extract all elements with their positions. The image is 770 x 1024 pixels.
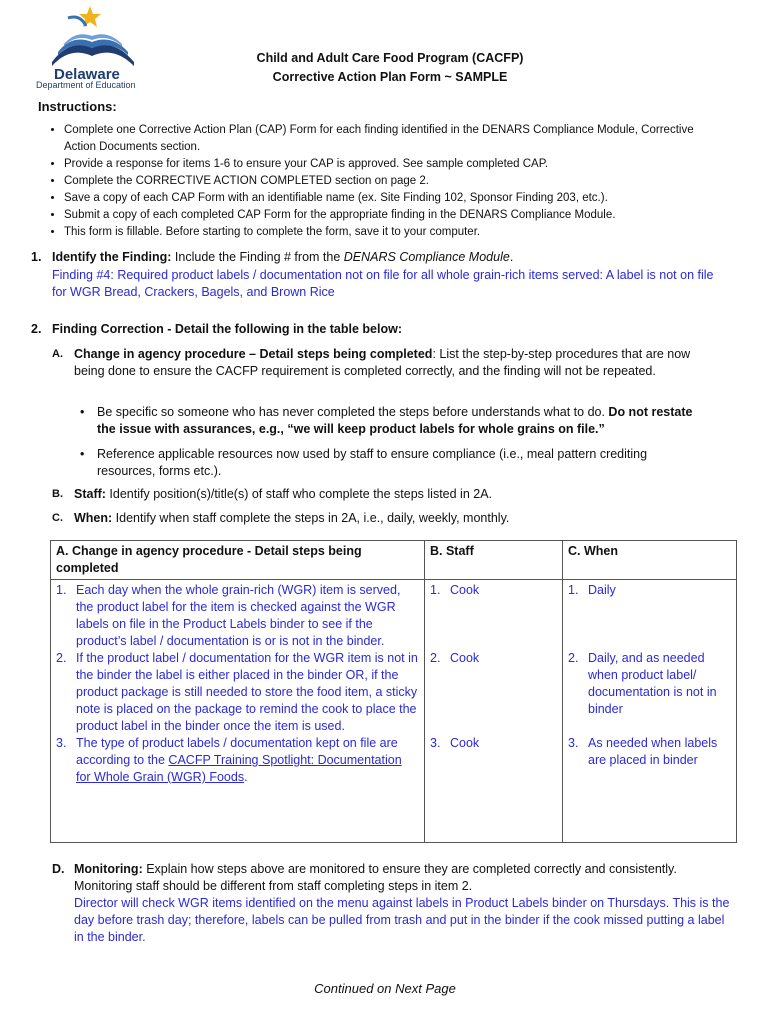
header-when: C. When <box>563 541 737 580</box>
item2-number: 2. <box>31 322 42 336</box>
staff-entry: 3. Cook <box>430 736 480 750</box>
item1-italic: DENARS Compliance Module <box>343 250 510 264</box>
procedure-cell[interactable] <box>51 580 425 843</box>
item2b-letter: B. <box>52 488 63 500</box>
item2d-letter: D. <box>52 862 65 876</box>
staff-cell[interactable] <box>425 580 563 843</box>
item2a-bullet2: Reference applicable resources now used by staff to ensure compliance (i.e., meal pattern crediting resources, forms etc.). <box>97 447 648 478</box>
staff-entry: 2. Cook <box>430 651 480 665</box>
staff-entry: 1. Cook <box>430 583 480 597</box>
item2c-desc: Identify when staff complete the steps in 2A, i.e., daily, weekly, monthly. <box>112 511 510 525</box>
bullet1-text: Be specific so someone who has never completed the steps before understands what to do. <box>97 405 609 419</box>
instructions-heading: Instructions: <box>38 99 117 114</box>
page-subtitle: Corrective Action Plan Form ~ SAMPLE <box>272 70 508 84</box>
table-row <box>51 580 737 843</box>
instruction-item: • Complete one Corrective Action Plan (CAP) Form for each finding identified in the DENARS Compliance Module, Corrective Action Documents section. <box>64 122 704 156</box>
instruction-item: • Complete the CORRECTIVE ACTION COMPLETED section on page 2. <box>64 173 704 190</box>
item2c-text <box>74 510 509 527</box>
header-staff: B. Staff <box>425 541 563 580</box>
instructions-list <box>48 122 704 241</box>
instruction-item: • Submit a copy of each completed CAP Form for the appropriate finding in the DENARS Compliance Module. <box>64 207 704 224</box>
item2a-text <box>74 346 704 380</box>
item2a-desc: : List the step-by-step procedures that are now being done to ensure the CACFP requirement is completed correctly, and the finding will not be repeated. <box>74 347 691 378</box>
instruction-item: • This form is fillable. Before starting to complete the form, save it to your computer. <box>64 224 704 241</box>
item1-text: Include the Finding # from the <box>171 250 344 264</box>
item2a-label: Change in agency procedure – Detail steps being completed <box>74 347 433 361</box>
item1-end: . <box>509 250 514 264</box>
item2b-text <box>74 486 492 503</box>
bullet1-bold: Do not restate the issue with assurances, e.g., “we will keep product labels for whole grains on file.” <box>97 405 693 436</box>
table-header-row <box>51 541 737 580</box>
logo-line1: Delaware <box>54 66 120 83</box>
monitoring-answer[interactable]: Director will check WGR items identified on the menu against labels in Product Labels binder on Thursdays. This is the day before trash day; therefore, labels can be pulled from trash and put in the binder if the cook missed putting a label in the binder. <box>74 896 730 944</box>
procedure-step: 2. If the product label / documentation for the WGR item is not in the binder the label is either placed in the binder OR, if the product package is still needed to store the food item, a sticky note is placed on the package to remind the cook to place the product label in the binder once the item is used. <box>56 651 418 733</box>
instruction-item: • Provide a response for items 1-6 to ensure your CAP is approved. See sample completed CAP. <box>64 156 704 173</box>
corrective-action-table <box>50 540 737 843</box>
item2b-desc: Identify position(s)/title(s) of staff who complete the steps listed in 2A. <box>105 487 493 501</box>
continued-footer: Continued on Next Page <box>314 981 456 996</box>
logo-line2: Department of Education <box>36 80 136 90</box>
item2c-letter: C. <box>52 512 63 524</box>
item2a-letter: A. <box>52 348 63 360</box>
item2c-label: When: <box>74 511 113 525</box>
item2-label: Finding Correction - Detail the following in the table below: <box>52 322 402 336</box>
procedure-step: 3. The type of product labels / documentation kept on file are according to the CACFP Training Spotlight: Documentation for Whole Grain (WGR) Foods. <box>56 736 402 784</box>
instruction-item: • Save a copy of each CAP Form with an identifiable name (ex. Site Finding 102, Sponsor Finding 203, etc.). <box>64 190 704 207</box>
item1-label: Identify the Finding: <box>52 250 172 264</box>
item1-prompt <box>52 249 732 266</box>
item2b-label: Staff: <box>74 487 106 501</box>
when-entry: 1. Daily <box>568 583 616 597</box>
monitoring-prompt <box>74 861 694 895</box>
item1-answer: Finding #4: Required product labels / documentation not on file for all whole grain-rich items served: A label is not on file for WGR Bread, Crackers, Bagels, and Brown Rice <box>52 268 714 299</box>
page-title: Child and Adult Care Food Program (CACFP) <box>256 51 524 65</box>
item2a-bullet1 <box>97 404 707 438</box>
procedure-step: 1. Each day when the whole grain-rich (WGR) item is served, the product label for the item is checked against the WGR labels on file in the Product Labels binder to see if the product’s label / documentation is or is not in the binder. <box>56 583 401 648</box>
when-entry: 2. Daily, and as needed when product label/ documentation is not in binder <box>568 651 717 716</box>
star-icon <box>79 6 101 27</box>
header-procedure: A. Change in agency procedure - Detail steps being completed <box>51 541 425 580</box>
bullet-dot: • <box>80 405 85 419</box>
monitoring-desc: Explain how steps above are monitored to ensure they are completed correctly and consistently. Monitoring staff should be different from staff completing steps in item 2. <box>74 862 677 893</box>
cacfp-spotlight-link[interactable]: CACFP Training Spotlight: Documentation for Whole Grain (WGR) Foods <box>76 753 402 784</box>
bullet-dot: • <box>80 447 85 461</box>
item1-number: 1. <box>31 250 42 264</box>
when-entry: 3. As needed when labels are placed in binder <box>568 736 718 767</box>
monitoring-label: Monitoring: <box>74 862 143 876</box>
when-cell[interactable] <box>563 580 737 843</box>
